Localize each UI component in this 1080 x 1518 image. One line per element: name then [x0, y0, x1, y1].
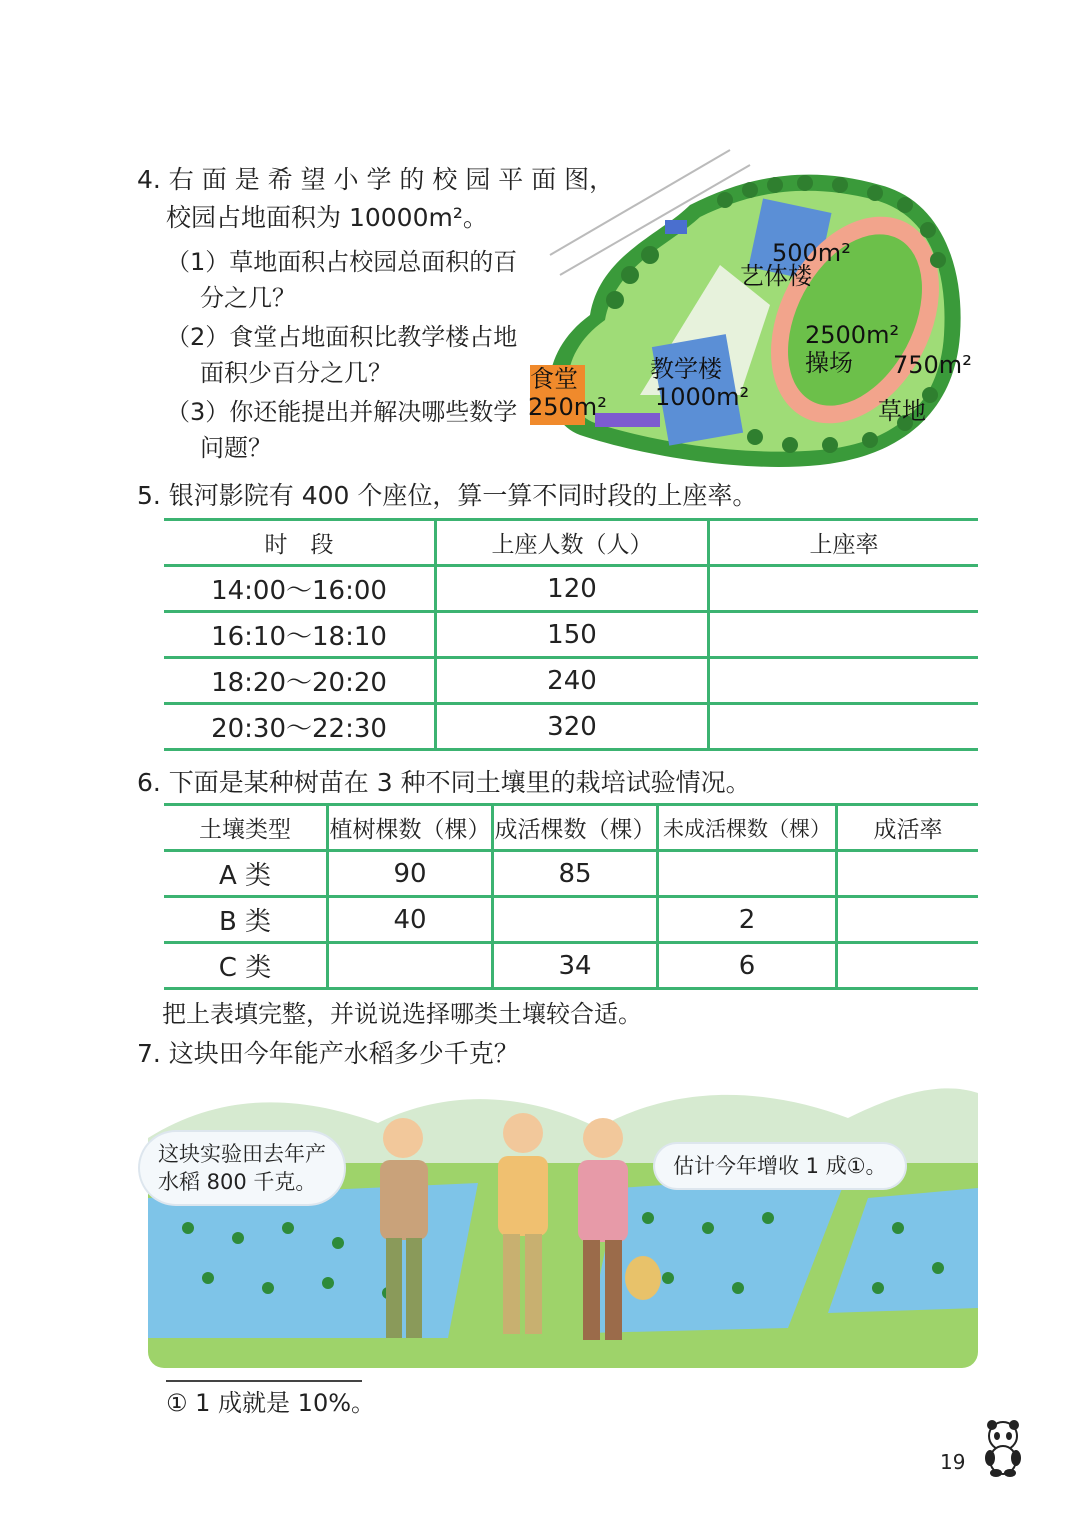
cell-rate[interactable]: [709, 566, 979, 612]
header-dead: 未成活棵数（棵）: [658, 805, 837, 851]
q7-title: 7. 这块田今年能产水稻多少千克？: [137, 1039, 519, 1068]
footnote: ① 1 成就是 10%。: [166, 1389, 376, 1417]
cell-survived: 85: [493, 851, 658, 897]
cell-time: 16:10～18:10: [164, 612, 436, 658]
q4-part3b: 问题？: [200, 434, 272, 462]
header-soil: 土壤类型: [164, 805, 328, 851]
footnote-divider: [166, 1380, 362, 1382]
cell-planted: 90: [328, 851, 493, 897]
cell-rate[interactable]: [709, 658, 979, 704]
cell-soil: C 类: [164, 943, 328, 989]
table-row: [164, 897, 978, 943]
header-time: 时 段: [164, 520, 436, 566]
q6-note: 把上表填完整，并说说选择哪类土壤较合适。: [162, 1000, 642, 1028]
canteen-area: 250m²: [528, 393, 607, 421]
cell-planted: 40: [328, 897, 493, 943]
teaching-building-label: 教学楼: [650, 355, 722, 383]
cell-people: 320: [436, 704, 709, 750]
cell-dead: 2: [658, 897, 837, 943]
cell-survival-rate[interactable]: [837, 897, 979, 943]
table-row: [164, 943, 978, 989]
table-row: [164, 658, 978, 704]
arts-building-label: 艺体楼: [740, 262, 812, 290]
q4-part2b: 面积少百分之几？: [200, 359, 392, 387]
cell-people: 120: [436, 566, 709, 612]
panda-icon: [978, 1418, 1028, 1478]
cell-time: 20:30～22:30: [164, 704, 436, 750]
bubble-left-line2: 水稻 800 千克。: [158, 1170, 317, 1194]
soil-table: [164, 803, 978, 990]
cell-rate[interactable]: [709, 612, 979, 658]
cell-survival-rate[interactable]: [837, 851, 979, 897]
cell-dead[interactable]: [658, 851, 837, 897]
campus-map: [520, 145, 970, 475]
paddy-left: [148, 1183, 478, 1338]
cell-soil: A 类: [164, 851, 328, 897]
speech-bubble-right: [655, 1144, 905, 1188]
cell-planted[interactable]: [328, 943, 493, 989]
cell-time: 18:20～20:20: [164, 658, 436, 704]
table-row: [164, 704, 978, 750]
grass-area: 750m²: [893, 351, 972, 379]
table-row: [164, 612, 978, 658]
cell-survival-rate[interactable]: [837, 943, 979, 989]
playground-label: 操场: [805, 349, 853, 377]
playground-area: 2500m²: [805, 321, 900, 349]
arts-building-area: 500m²: [772, 239, 851, 267]
grass-label: 草地: [878, 397, 926, 425]
q6-title: 6. 下面是某种树苗在 3 种不同土壤里的栽培试验情况。: [137, 768, 751, 797]
cell-dead: 6: [658, 943, 837, 989]
cell-rate[interactable]: [709, 704, 979, 750]
attendance-table: [164, 518, 978, 751]
canteen-label: 食堂: [530, 365, 578, 393]
bubble-left-line1: 这块实验田去年产: [158, 1142, 326, 1166]
page-number: 19: [940, 1450, 966, 1474]
header-rate: 上座率: [709, 520, 979, 566]
q4-part3a: （3）你还能提出并解决哪些数学: [166, 398, 518, 426]
header-survived: 成活棵数（棵）: [493, 805, 658, 851]
q4-line2: 校园占地面积为 10000m²。: [166, 203, 488, 232]
table-row: [164, 566, 978, 612]
header-people: 上座人数（人）: [436, 520, 709, 566]
q4-line1: 4. 右 面 是 希 望 小 学 的 校 园 平 面 图，: [137, 165, 615, 194]
rice-field-illustration: [148, 1078, 978, 1368]
cell-survived[interactable]: [493, 897, 658, 943]
speech-bubble-left: [140, 1132, 344, 1204]
header-survival-rate: 成活率: [837, 805, 979, 851]
cell-soil: B 类: [164, 897, 328, 943]
q4-part1a: （1）草地面积占校园总面积的百: [166, 248, 518, 276]
header-planted: 植树棵数（棵）: [328, 805, 493, 851]
table-row: [164, 851, 978, 897]
teaching-building-area: 1000m²: [655, 383, 750, 411]
q5-title: 5. 银河影院有 400 个座位，算一算不同时段的上座率。: [137, 481, 758, 510]
q4-part2a: （2）食堂占地面积比教学楼占地: [166, 323, 518, 351]
bubble-right-text: 估计今年增收 1 成①。: [673, 1154, 887, 1178]
cell-time: 14:00～16:00: [164, 566, 436, 612]
cell-people: 150: [436, 612, 709, 658]
cell-survived: 34: [493, 943, 658, 989]
cell-people: 240: [436, 658, 709, 704]
q4-part1b: 分之几？: [200, 284, 296, 312]
